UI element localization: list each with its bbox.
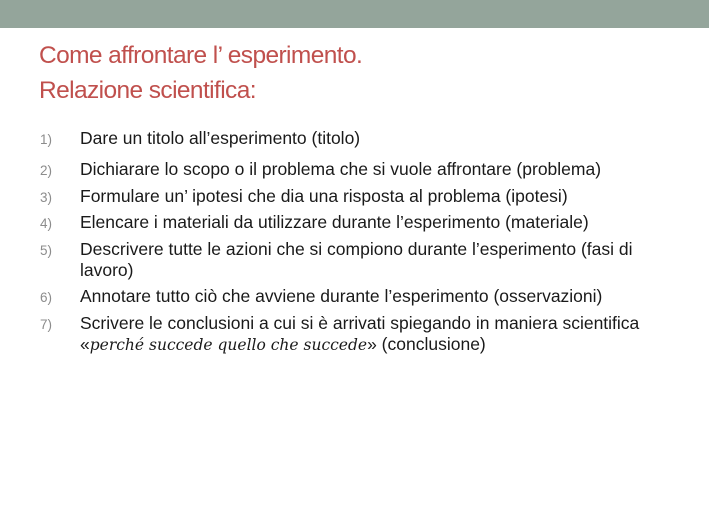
steps-list [40,128,680,361]
step-number: 5) [40,242,53,258]
step-text: Formulare un’ ipotesi che dia una risposta al problema (ipotesi) [80,185,568,206]
step-item-1 [40,128,680,149]
step-number: 2) [40,163,53,178]
step-number: 1) [40,132,53,147]
step-item-5 [40,239,680,281]
step-number: 4) [40,216,53,231]
step-text [80,313,680,356]
step-text-before: Scrivere le conclusioni a cui si è arrivati spiegando in maniera scientifica « [80,312,640,354]
step-text: Descrivere tutte le azioni che si compiono durante l’esperimento (fasi di lavoro) [80,238,633,280]
title-line-1: Come affrontare l’ esperimento. [39,42,363,69]
step-text: Dare un titolo all’esperimento (titolo) [80,128,361,148]
step-number: 3) [40,189,53,205]
top-accent-bar [0,0,709,28]
title-line-2: Relazione scientifica: [39,77,256,104]
step-number: 7) [40,316,53,332]
step-item-2 [40,159,680,180]
step-text: Annotare tutto ciò che avviene durante l’esperimento (osservazioni) [80,286,603,306]
step-text-after: » (conclusione) [367,333,486,354]
step-text: Dichiarare lo scopo o il problema che si vuole affrontare (problema) [80,159,602,179]
step-item-6 [40,286,680,307]
step-text: Elencare i materiali da utilizzare durante l’esperimento (materiale) [80,212,589,232]
step-number: 6) [40,290,53,305]
slide-title [39,38,679,108]
step-item-3 [40,186,680,207]
step-text-emphasis: perché succede quello che succede [89,335,368,354]
step-item-7 [40,313,680,356]
step-item-4 [40,212,680,233]
